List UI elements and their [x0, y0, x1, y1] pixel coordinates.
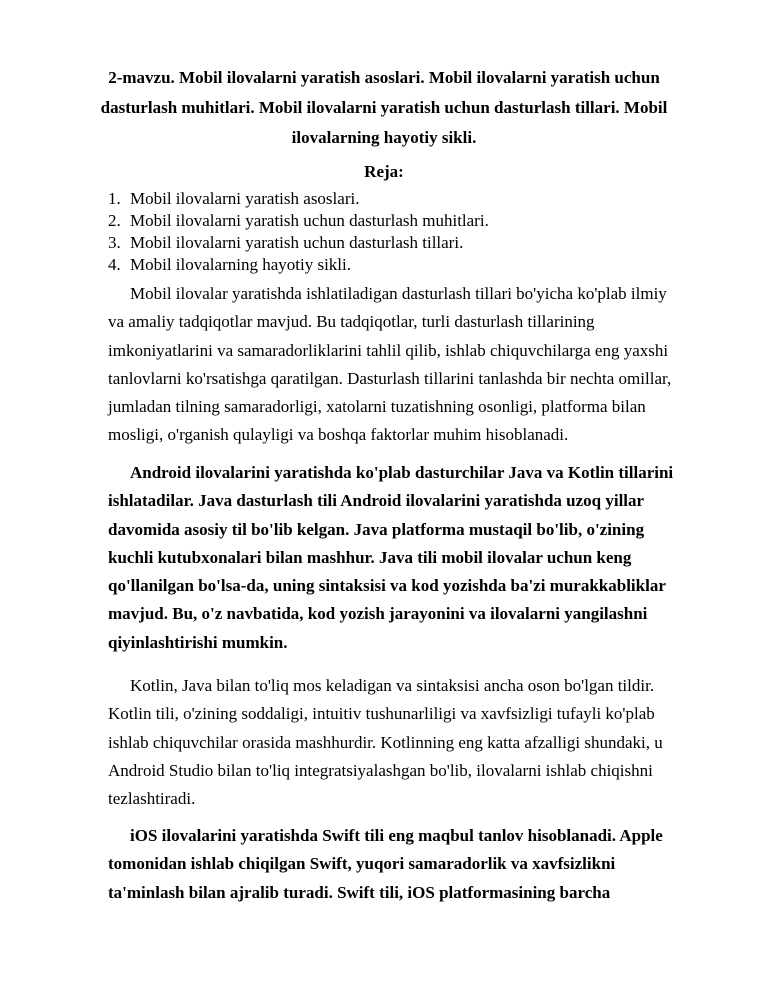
text-line: Kotlin, Java bilan to'liq mos keladigan va sintaksisi ancha oson bo'lgan tildir.	[130, 676, 655, 695]
title-line: ilovalarning hayotiy sikli.	[291, 128, 477, 147]
plan-item	[108, 210, 489, 232]
text-line: jumladan tilning samaradorligi, xatolarni tuzatishning osonligi, platforma bilan	[108, 397, 646, 417]
title-line: dasturlash muhitlari. Mobil ilovalarni yaratish uchun dasturlash tillari. Mobil	[100, 98, 668, 117]
plan-item-number: 1.	[108, 189, 121, 208]
plan-item-text: Mobil ilovalarni yaratish uchun dasturlash tillari.	[130, 233, 464, 252]
document-title	[0, 63, 768, 153]
plan-item-number: 4.	[108, 255, 121, 274]
paragraph-ios	[108, 822, 663, 907]
plan-item	[108, 232, 489, 254]
plan-item-text: Mobil ilovalarni yaratish asoslari.	[130, 189, 360, 208]
plan-item-text: Mobil ilovalarni yaratish uchun dasturlash muhitlari.	[130, 211, 489, 230]
text-line: iOS ilovalarini yaratishda Swift tili eng maqbul tanlov hisoblanadi. Apple	[130, 826, 663, 845]
text-line: davomida asosiy til bo'lib kelgan. Java platforma mustaqil bo'lib, o'zining	[108, 519, 645, 539]
text-line: tomonidan ishlab chiqilgan Swift, yuqori samaradorlik va xavfsizlikni	[108, 854, 616, 874]
text-line: va amaliy tadqiqotlar mavjud. Bu tadqiqotlar, turli dasturlash tillarining	[108, 312, 595, 332]
text-line: tezlashtiradi.	[108, 789, 196, 809]
text-line: qiyinlashtirishi mumkin.	[108, 632, 288, 652]
title-line: 2-mavzu. Mobil ilovalarni yaratish asoslari. Mobil ilovalarni yaratish uchun	[108, 68, 660, 87]
text-line: Mobil ilovalar yaratishda ishlatiladigan dasturlash tillari bo'yicha ko'plab ilmiy	[130, 284, 667, 303]
plan-item-number: 2.	[108, 211, 121, 230]
text-line: Kotlin tili, o'zining soddaligi, intuitiv tushunarliligi va xavfsizligi tufayli ko'plab	[108, 704, 655, 724]
plan-item-text: Mobil ilovalarning hayotiy sikli.	[130, 255, 351, 274]
plan-heading: Reja:	[364, 162, 404, 181]
paragraph-android	[108, 459, 673, 657]
text-line: Android Studio bilan to'liq integratsiyalashgan bo'lib, ilovalarni ishlab chiqishni	[108, 760, 653, 780]
text-line: imkoniyatlarini va samaradorliklarini tahlil qilib, ishlab chiquvchilarga eng yaxshi	[108, 340, 669, 360]
text-line: qo'llanilgan bo'lsa-da, uning sintaksisi va kod yozishda ba'zi murakkabliklar	[108, 576, 666, 596]
text-line: ta'minlash bilan ajralib turadi. Swift tili, iOS platformasining barcha	[108, 882, 611, 902]
paragraph-kotlin	[108, 672, 663, 813]
text-line: kuchli kutubxonalari bilan mashhur. Java tili mobil ilovalar uchun keng	[108, 547, 632, 567]
text-line: tanlovlarni ko'rsatishga qaratilgan. Dasturlash tillarini tanlashda bir nechta omillar,	[108, 368, 672, 388]
plan-item	[108, 188, 489, 210]
paragraph-intro	[108, 280, 671, 450]
text-line: Android ilovalarini yaratishda ko'plab dasturchilar Java va Kotlin tillarini	[130, 463, 674, 482]
text-line: ishlatadilar. Java dasturlash tili Android ilovalarini yaratishda uzoq yillar	[108, 491, 645, 511]
plan-item	[108, 254, 489, 276]
text-line: ishlab chiquvchilar orasida mashhurdir. Kotlinning eng katta afzalligi shundaki, u	[108, 732, 663, 752]
plan-item-number: 3.	[108, 233, 121, 252]
plan-list	[108, 188, 489, 276]
text-line: mosligi, o'rganish qulayligi va boshqa faktorlar muhim hisoblanadi.	[108, 425, 569, 445]
text-line: mavjud. Bu, o'z navbatida, kod yozish jarayonini va ilovalarni yangilashni	[108, 604, 648, 624]
